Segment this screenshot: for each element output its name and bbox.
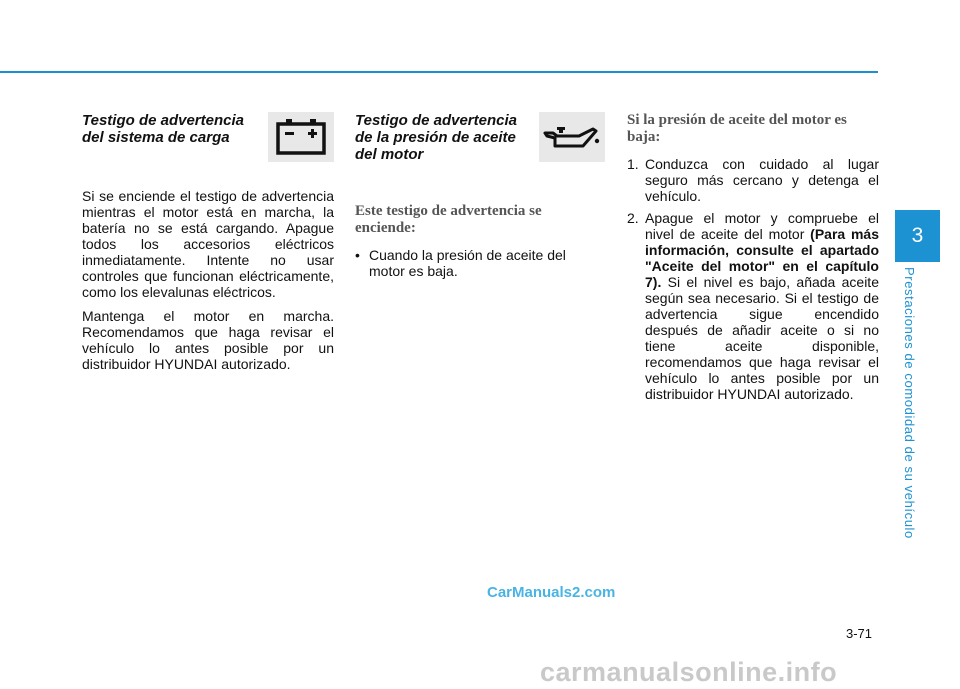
oil-pressure-subheading: Este testigo de advertencia se enciende: xyxy=(355,203,542,236)
oil-pressure-heading: Testigo de advertencia de la presión de aceite del motor xyxy=(355,112,517,163)
watermark-text: carmanualsonline.info xyxy=(540,657,838,687)
charging-warning-paragraph-2: Mantenga el motor en marcha. Recomendamos que haga revisar el vehículo lo antes posible por un distribuidor HYUNDAI autorizado. xyxy=(82,308,334,372)
list-item xyxy=(627,156,879,204)
page-number: 3-71 xyxy=(846,626,873,641)
cross-reference: (Para más información, consulte el apartado "Aceite del motor" en el capítulo 7). xyxy=(645,226,880,290)
watermark-link[interactable]: CarManuals2.com xyxy=(487,584,616,601)
step-text-part: Apague el motor y compruebe el nivel de aceite del motor xyxy=(645,210,879,242)
step-text: Conduzca con cuidado al lugar seguro más cercano y detenga el vehículo. xyxy=(645,156,879,204)
charging-warning-paragraph-1: Si se enciende el testigo de advertencia mientras el motor está en marcha, la batería no se está cargando. Apague todos los accesorios eléctricos inmediatamente. Intente no usar controles que funcionan eléctricamente, como los elevalunas eléctricos. xyxy=(82,188,334,300)
oil-pressure-warning-section xyxy=(355,112,605,279)
step-text xyxy=(645,210,879,402)
step-text-part: Si el nivel es bajo, añada aceite según sea necesario. Si el testigo de advertencia sigue encendido después de añadir aceite o si no tiene aceite disponible, recomendamos que haga revisar el vehículo lo antes posible por un distribuidor HYUNDAI autorizado. xyxy=(645,274,879,402)
chapter-title: Prestaciones de comodidad de su vehículo xyxy=(902,267,917,539)
chapter-tab xyxy=(895,210,940,262)
list-item xyxy=(355,247,605,279)
list-item xyxy=(627,210,879,402)
chapter-number: 3 xyxy=(911,224,924,247)
oil-can-icon xyxy=(539,112,605,162)
oil-pressure-bullet-text: Cuando la presión de aceite del motor es baja. xyxy=(369,247,566,279)
header-rule xyxy=(0,71,878,73)
battery-icon xyxy=(268,112,334,162)
bullet-mark: • xyxy=(355,247,360,263)
step-number: 1. xyxy=(627,156,639,172)
low-oil-pressure-section xyxy=(627,112,879,408)
charging-warning-section xyxy=(82,112,334,380)
step-number: 2. xyxy=(627,210,639,226)
steps-list xyxy=(627,156,879,402)
charging-warning-heading: Testigo de advertencia del sistema de carga xyxy=(82,112,244,146)
low-oil-pressure-heading: Si la presión de aceite del motor es baja: xyxy=(627,112,847,145)
